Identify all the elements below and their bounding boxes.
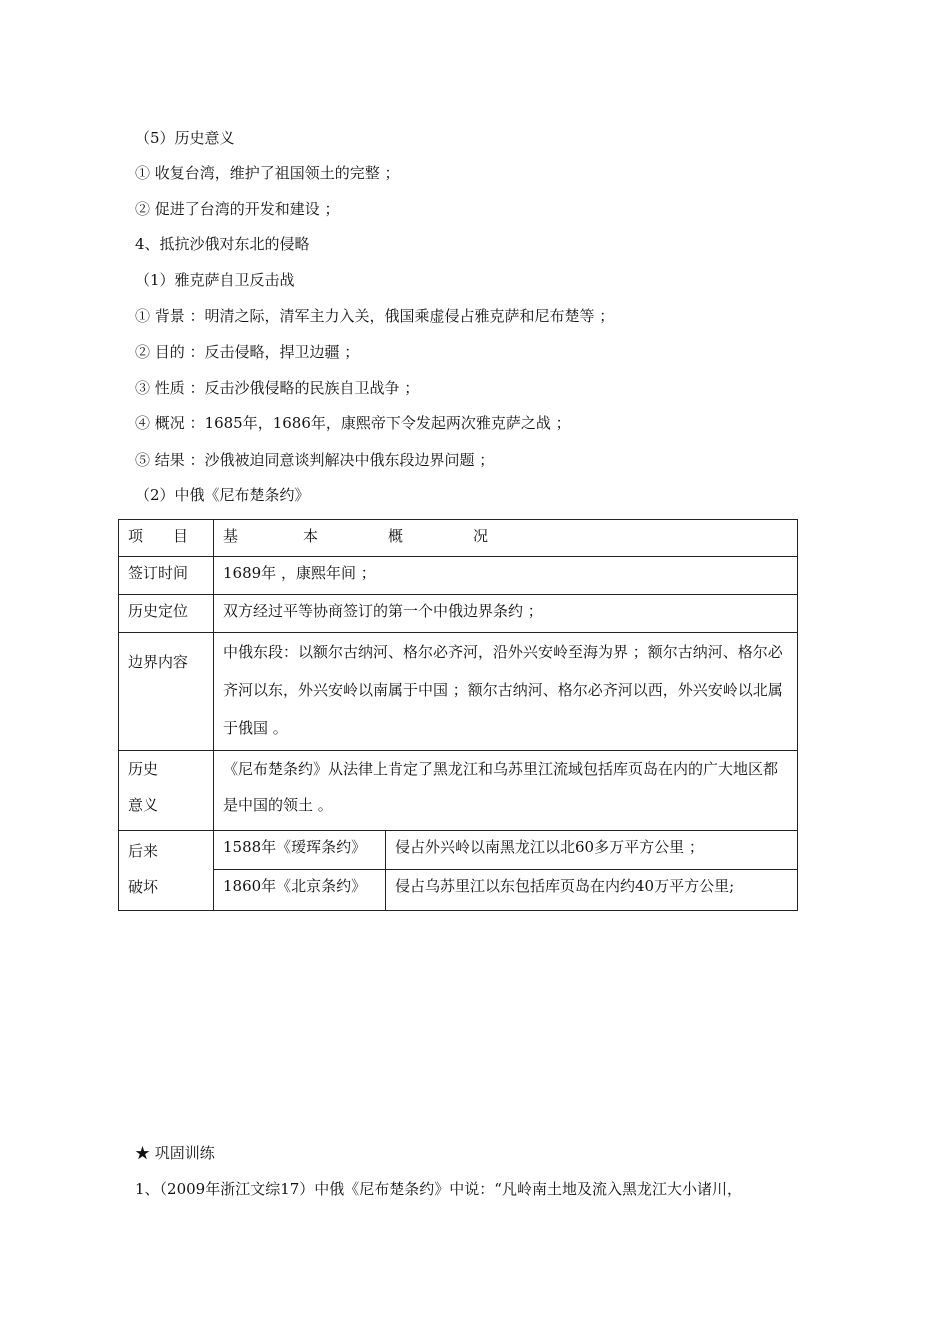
header-char: 概 <box>388 527 404 545</box>
list-item: ② 目的 ：反击侵略，捍卫边疆 ； <box>135 343 360 361</box>
row-label-position: 历史定位 <box>119 595 214 633</box>
table-row <box>119 870 798 911</box>
label-line: 后来 <box>128 842 159 860</box>
row-value-border: 中俄东段：以额尔古纳河、格尔必齐河，沿外兴安岭至海为界 ；额尔古纳河、格尔必齐河以东，外兴安岭以南属于中国 ；额尔古纳河、格尔必齐河以西，外兴安岭以北属于俄国 。 <box>214 633 798 751</box>
later-treaty-name: 1860年《北京条约》 <box>214 870 386 911</box>
list-item: ② 促进了台湾的开发和建设 ； <box>135 200 340 218</box>
table-row <box>119 557 798 595</box>
row-label-border: 边界内容 <box>119 633 214 751</box>
list-item: ③ 性质 ：反击沙俄侵略的民族自卫战争 ； <box>135 379 420 397</box>
later-treaty-content: 侵占乌苏里江以东包括库页岛在内约40万平方公里; <box>386 870 798 911</box>
table-row <box>119 751 798 831</box>
list-item: ① 收复台湾，维护了祖国领土的完整 ； <box>135 164 400 182</box>
section-historical-significance: （5）历史意义 <box>135 129 235 147</box>
header-char: 基 <box>223 527 239 545</box>
subsection-yaksa-war: （1）雅克萨自卫反击战 <box>135 271 295 289</box>
table-row <box>119 520 798 557</box>
later-treaty-name: 1588年《瑷珲条约》 <box>214 831 386 870</box>
header-char: 况 <box>473 527 489 545</box>
label-line: 历史 <box>128 760 159 778</box>
header-char: 本 <box>303 527 319 545</box>
row-value-position: 双方经过平等协商签订的第一个中俄边界条约 ； <box>214 595 798 633</box>
header-item: 项 目 <box>119 520 214 557</box>
subsection-nerchinsk-treaty: （2）中俄《尼布楚条约》 <box>135 486 310 504</box>
practice-heading: ★ 巩固训练 <box>135 1144 215 1162</box>
table-row <box>119 633 798 751</box>
row-label-later-damage <box>119 831 214 911</box>
row-value-time: 1689年 ，康熙年间 ； <box>214 557 798 595</box>
practice-question-1: 1、（2009年浙江文综17）中俄《尼布楚条约》中说：“凡岭南土地及流入黑龙江大小诸川， <box>135 1180 742 1198</box>
later-treaty-content: 侵占外兴岭以南黑龙江以北60多万平方公里 ； <box>386 831 798 870</box>
label-line: 意义 <box>128 796 159 814</box>
row-label-significance <box>119 751 214 831</box>
row-value-significance: 《尼布楚条约》从法律上肯定了黑龙江和乌苏里江流域包括库页岛在内的广大地区都是中国的领土 。 <box>214 751 798 831</box>
header-basic-overview <box>214 520 798 557</box>
table-row <box>119 831 798 870</box>
list-item: ⑤ 结果 ：沙俄被迫同意谈判解决中俄东段边界问题 ； <box>135 451 495 469</box>
treaty-table <box>118 519 798 911</box>
list-item: ④ 概况 ：1685年，1686年，康熙帝下令发起两次雅克萨之战 ； <box>135 414 571 432</box>
label-line: 破坏 <box>128 878 159 896</box>
list-item: ① 背景 ：明清之际，清军主力入关，俄国乘虚侵占雅克萨和尼布楚等 ； <box>135 307 615 325</box>
table-row <box>119 595 798 633</box>
row-label-time: 签订时间 <box>119 557 214 595</box>
section-heading-resist-russia: 4、抵抗沙俄对东北的侵略 <box>135 235 310 253</box>
